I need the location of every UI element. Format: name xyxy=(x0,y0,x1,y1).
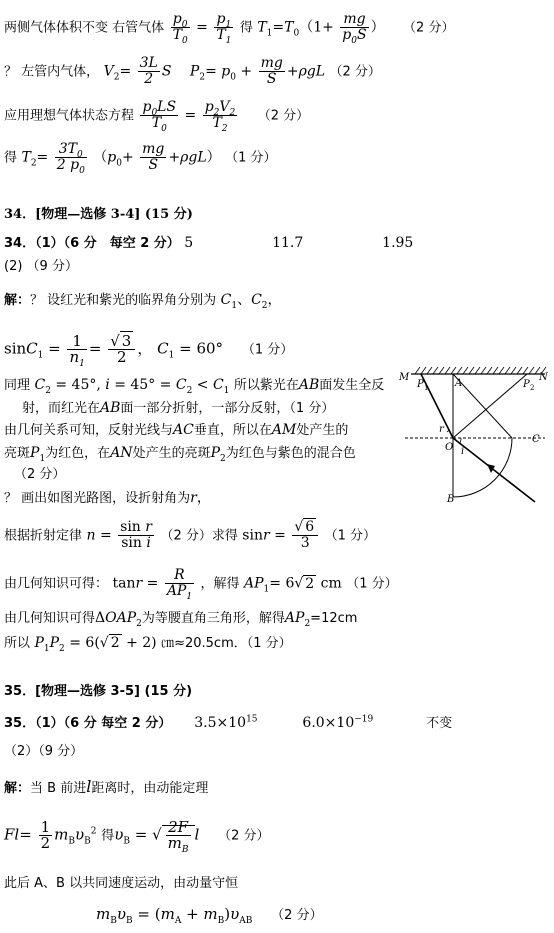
fraction-2F-mB: $\frac{2F}{m_B}$ xyxy=(167,818,189,855)
line-33-3: 应用理想气体状态方程 $\frac{p_0LS}{T_0}$ = $\frac{p_2V_2}{T_2}$ （2 分） xyxy=(4,99,310,134)
hatch-mark xyxy=(445,367,450,374)
fraction-p2V2-T2: $\frac{p_2V_2}{T_2}$ xyxy=(204,99,236,134)
line-34-7: （2 分） xyxy=(14,467,66,482)
line-34-10: 由几何知识可得： tanr = $\frac{R}{AP_1}$ ，解得 $AP_1= 6√$ 2 cm （1 分） xyxy=(4,567,398,602)
fraction-3T0-2p0: $\frac{3T_0}{2 p_0}$ xyxy=(56,141,85,176)
line-34-9: 根据折射定律 n = $\frac{\text{sin r}}{\text{sin i}}$ （2 分）求得 sinr = $\frac{√ 6}{3}$ （1 分） xyxy=(4,519,377,551)
line-34-8: ？ 画出如图光路图，设折射角为r， xyxy=(4,490,211,506)
hatch-mark xyxy=(421,367,426,374)
label-M: M xyxy=(399,372,410,383)
hatch-mark xyxy=(481,367,486,374)
label-O: O xyxy=(445,442,454,453)
hatch-mark xyxy=(475,367,480,374)
fraction-p0-T0: $\frac{p_0}{T_0}$ xyxy=(172,11,188,46)
line-34-11: 由几何知识可得$\Delta OAP_2$为等腰直角三角形，解得$AP_2=12cm$ xyxy=(4,610,358,629)
hatch-mark xyxy=(439,367,444,374)
svg-text:2: 2 xyxy=(530,384,535,392)
line-35-4: Fl= $\frac{1}{2}$ $m_B\upsilon_B^2$ 得$\upsilon_B$ = √ $\frac{2F}{m_B}$ l （2 分） xyxy=(4,818,270,855)
label-r: r xyxy=(439,424,444,435)
fraction-3L-2: $\frac{3L}{2}$ xyxy=(139,55,158,87)
line-33-2: ？ 左管内气体， $V_2=$ $\frac{3L}{2}$ S $P_2= p_0$ + $\frac{mg}{S}$ +ρgL （2 分） xyxy=(4,55,381,87)
hatch-mark xyxy=(427,367,432,374)
optics-diagram xyxy=(395,362,550,512)
line-35-5: 此后 A、B 以共同速度运动，由动量守恒 xyxy=(4,876,239,891)
hatch-mark xyxy=(505,367,510,374)
line-35-6: $m_B\upsilon_B = (m_A + m_B)\upsilon_{AB}$ （2 分） xyxy=(96,905,323,926)
fraction-sqrt3-2: $\frac{√ 3}{2}$ xyxy=(108,334,135,365)
answer-35-3: 不变 xyxy=(426,716,453,731)
hatch-mark xyxy=(469,367,474,374)
line-34-sinC1: sinC$_1$ = $\frac{1}{n_1}$ = $\frac{√ 3}{2}$ ， $C_1 = 60^\circ$ （1 分） xyxy=(4,332,294,369)
label-i: i xyxy=(461,446,465,457)
part-35-2-label: （2）（9 分） xyxy=(4,744,84,759)
line-34-5: 由几何关系可知，反射光线与AC垂直，所以在AM处产生的 xyxy=(4,422,349,438)
hatch-mark xyxy=(493,367,498,374)
fraction-p0LS-T0: $\frac{p_0LS}{T_0}$ xyxy=(142,99,177,134)
fraction-mg-S: $\frac{mg}{S}$ xyxy=(260,55,283,87)
line-33-1: 两侧气体体积不变 右管气体 $\frac{p_0}{T_0}$ = $\frac{p_1}{T_1}$ 得 $T_1=T_0(1+$ $\frac{mg}{p_0S}$ ） （2 分） xyxy=(4,11,455,46)
hatch-mark xyxy=(511,367,516,374)
fraction-sinr-sini: $\frac{\text{sin r}}{\text{sin i}}$ xyxy=(120,519,152,551)
hatch-mark xyxy=(517,367,522,374)
fraction-1-2: $\frac{1}{2}$ xyxy=(40,818,51,852)
label-C: C xyxy=(532,434,540,445)
line-34-1: 34．（1）（6 分 每空 2 分） 5 11.7 1.95 xyxy=(4,235,414,251)
fraction-1-n1: $\frac{1}{n_1}$ xyxy=(69,332,85,369)
fraction-mg-S-2: $\frac{mg}{S}$ xyxy=(142,141,165,173)
line-35-1: 35．（1）（6 分 每空 2 分） $3.5\times 10^{15}$ $6.0\times 10^{-19}$ 不变 xyxy=(4,714,453,731)
line-35-3: 解：当 B 前进l距离时，由动能定理 xyxy=(4,777,209,796)
answer-34-2: 11.7 xyxy=(272,235,304,251)
hatch-mark xyxy=(529,367,534,374)
label-B: B xyxy=(447,494,455,505)
hatch-mark xyxy=(451,367,456,374)
hatch-mark xyxy=(499,367,504,374)
label-P1: P xyxy=(417,379,424,390)
fraction-R-AP1: $\frac{R}{AP_1}$ xyxy=(166,567,193,602)
line-34-6: 亮斑$P_1$为红色，在AN处产生的亮斑$P_2$为红色与紫色的混合色 xyxy=(4,445,356,464)
answer-34-3: 1.95 xyxy=(382,235,414,251)
hatch-mark xyxy=(415,367,420,374)
line-34-3: 同理 $C_2 = 45^\circ$, $i = 45^\circ = C_2 < C_1$ 所以紫光在AB面发生全反 xyxy=(4,377,385,396)
hatch-mark xyxy=(433,367,438,374)
part-34-2-label: (2) （9 分） xyxy=(4,259,78,274)
line-34-4: 射，而红光在AB面一部分折射，一部分反射，（1 分） xyxy=(22,400,335,416)
hatch-mark xyxy=(463,367,468,374)
section-34-heading: 34．[物理—选修 3-4] (15 分) xyxy=(4,207,193,222)
hatch-mark xyxy=(523,367,528,374)
answer-34-1: 5 xyxy=(184,235,194,251)
label-P2: P xyxy=(523,379,530,390)
answer-35-2: 6.0×10 xyxy=(302,715,355,731)
fraction-sqrt6-3: $\frac{√ 6}{3}$ xyxy=(292,520,318,551)
line-34-12: 所以 $P_1P_2 = 6(√$ 2 + 2) ㎝≈20.5cm．（1 分） xyxy=(4,635,292,654)
answer-35-1: 3.5×10 xyxy=(194,715,247,731)
hatch-mark xyxy=(487,367,492,374)
svg-text:1: 1 xyxy=(424,384,429,392)
section-35-heading: 35．[物理—选修 3-5] (15 分) xyxy=(4,684,193,699)
hatch-mark xyxy=(457,367,462,374)
fraction-mg-p0S: $\frac{mg}{p_0S}$ xyxy=(342,11,367,46)
line-34-jie: 解：？ 设红光和紫光的临界角分别为 $C_1$、$C_2$， xyxy=(4,292,282,311)
label-A: A xyxy=(455,378,463,389)
fraction-p1-T1: $\frac{p_1}{T_1}$ xyxy=(216,11,232,46)
line-33-4: 得 $T_2=$ $\frac{3T_0}{2 p_0}$ （$p_0+$ $\frac{mg}{S}$ +ρgL） （1 分） xyxy=(4,141,277,176)
label-N: N xyxy=(539,372,548,383)
